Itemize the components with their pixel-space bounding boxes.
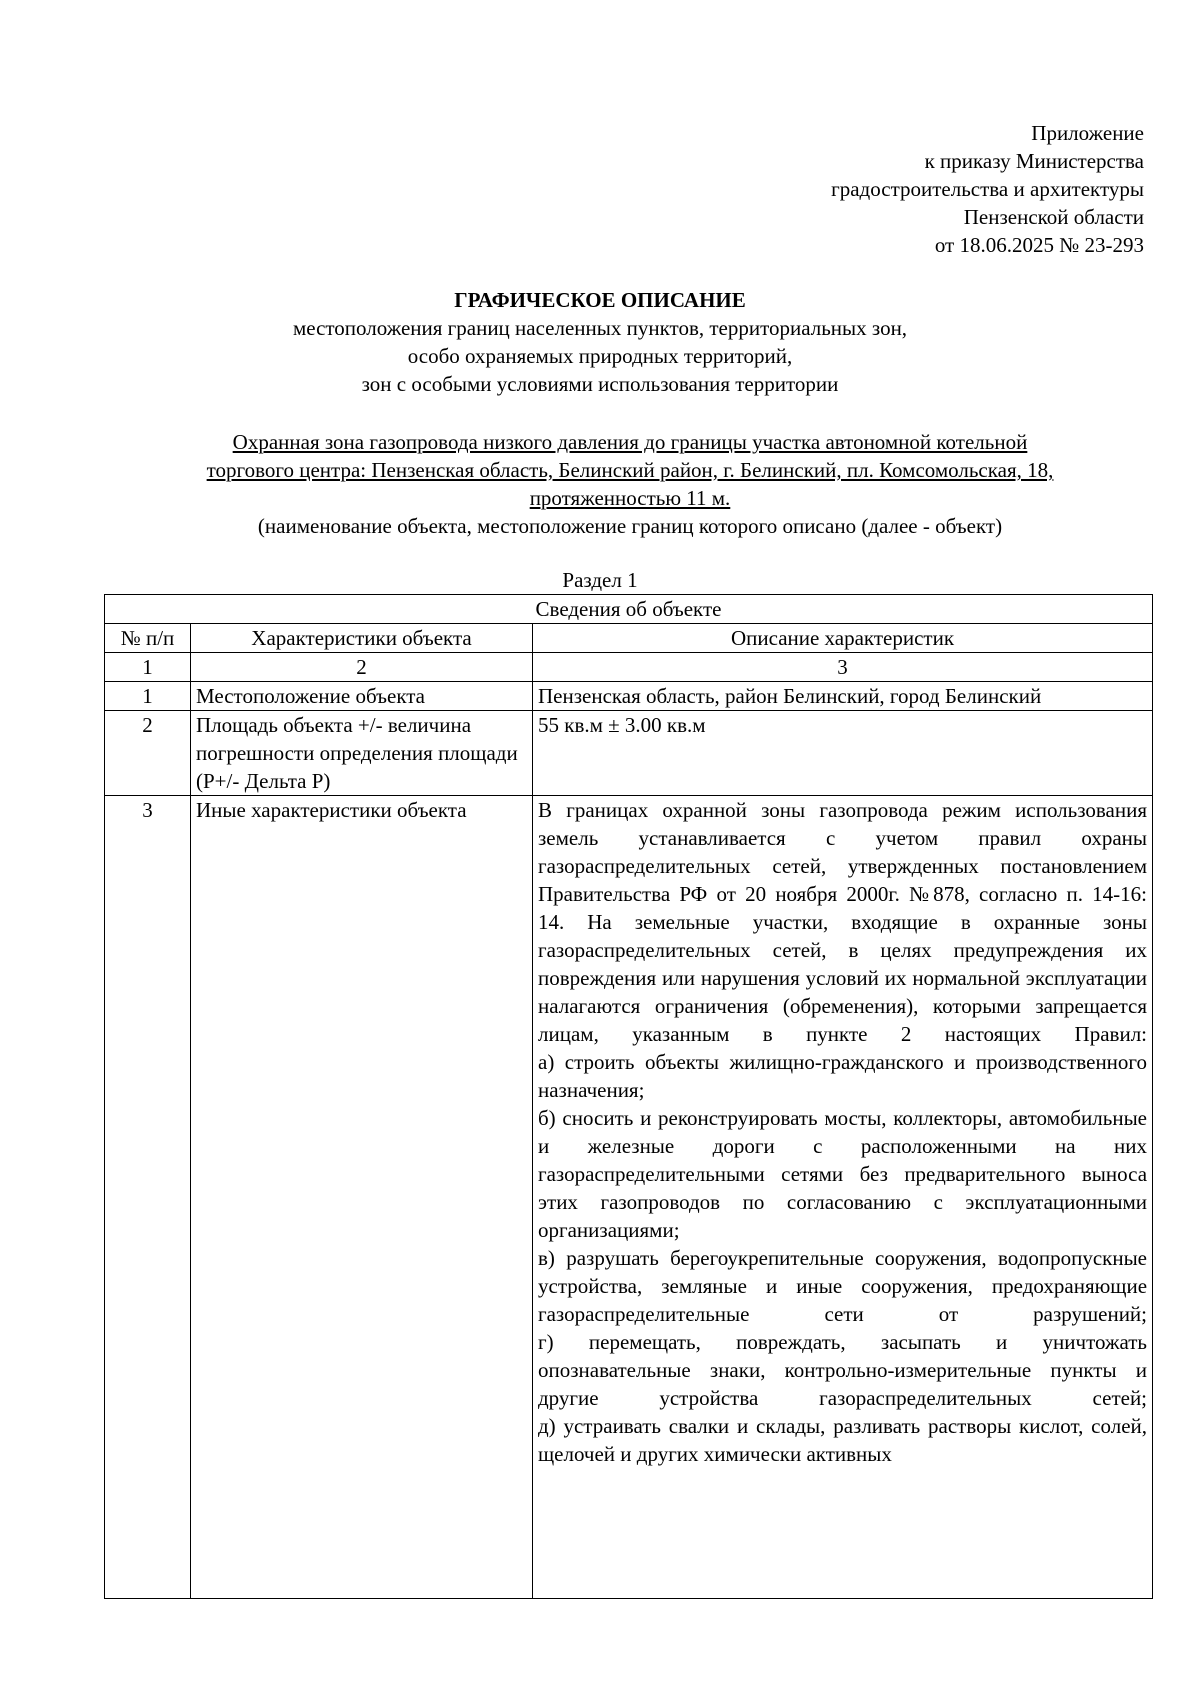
table-header-row (105, 624, 1153, 653)
document-subtitle: зон с особыми условиями использования территории (361, 372, 839, 396)
appendix-line: градостроительства и архитектуры (831, 177, 1144, 201)
table-row (105, 682, 1153, 711)
description-paragraph: г) перемещать, повреждать, засыпать и уничтожать опознавательные знаки, контрольно-измерительные пункты и другие устройства газораспределительных сетей; (538, 1330, 1148, 1410)
row-description (533, 796, 1153, 1599)
column-number: 1 (105, 653, 191, 682)
column-header: Характеристики объекта (191, 624, 533, 653)
table-row (105, 796, 1153, 1599)
object-info-table (104, 594, 1153, 1599)
appendix-block (831, 119, 1144, 259)
object-name-line: протяженностью 11 м. (529, 486, 731, 510)
table-row (105, 711, 1153, 796)
column-number: 3 (533, 653, 1153, 682)
column-number: 2 (191, 653, 533, 682)
row-characteristic: Площадь объекта +/- величина погрешности определения площади (P+/- Дельта P) (191, 711, 533, 796)
row-number: 3 (105, 796, 191, 1599)
object-caption: (наименование объекта, местоположение границ которого описано (далее - объект) (257, 514, 1003, 538)
table-title: Сведения об объекте (105, 595, 1153, 624)
description-paragraph: б) сносить и реконструировать мосты, коллекторы, автомобильные и железные дороги с расположенными на них газораспределительными сетями без предварительного выноса этих газопроводов по согласованию с эксплуатационными организациями; (538, 1106, 1148, 1242)
document-subtitle: местоположения границ населенных пунктов, территориальных зон, (292, 316, 908, 340)
description-paragraph: 14. На земельные участки, входящие в охранные зоны газораспределительных сетей, в целях предупреждения их повреждения или нарушения условий их нормальной эксплуатации налагаются ограничения (обременения), которыми запрещается лицам, указанным в пункте 2 настоящих Правил: (538, 910, 1148, 1046)
description-text (538, 796, 1147, 1598)
row-description: Пензенская область, район Белинский, город Белинский (533, 682, 1153, 711)
row-description: 55 кв.м ± 3.00 кв.м (533, 711, 1153, 796)
description-paragraph: д) устраивать свалки и склады, разливать растворы кислот, солей, щелочей и других химически активных (538, 1414, 1148, 1466)
description-paragraph: а) строить объекты жилищно-гражданского и производственного назначения; (538, 1050, 1148, 1102)
document-heading (0, 286, 1200, 398)
document-title: ГРАФИЧЕСКОЕ ОПИСАНИЕ (454, 288, 746, 312)
appendix-line: Пензенской области (963, 205, 1144, 229)
description-paragraph: в) разрушать берегоукрепительные сооружения, водопропускные устройства, земляные и иные сооружения, предохраняющие газораспределительные сети от разрушений; (538, 1246, 1148, 1326)
table-title-row (105, 595, 1153, 624)
object-name-line: торгового центра: Пензенская область, Белинский район, г. Белинский, пл. Комсомольская, 18, (206, 458, 1054, 482)
column-header: № п/п (105, 624, 191, 653)
appendix-line: к приказу Министерства (924, 149, 1144, 173)
section-label: Раздел 1 (562, 568, 638, 592)
object-name-line: Охранная зона газопровода низкого давления до границы участка автономной котельной (232, 430, 1028, 454)
document-subtitle: особо охраняемых природных территорий, (407, 344, 793, 368)
row-number: 2 (105, 711, 191, 796)
row-characteristic: Местоположение объекта (191, 682, 533, 711)
description-paragraph: В границах охранной зоны газопровода режим использования земель устанавливается с учетом правил охраны газораспределительных сетей, утвержденных постановлением Правительства РФ от 20 ноября 2000г. №878, согласно п. 14-16: (538, 798, 1148, 906)
appendix-line: Приложение (1031, 121, 1144, 145)
appendix-line: от 18.06.2025 № 23-293 (934, 233, 1144, 257)
row-characteristic: Иные характеристики объекта (191, 796, 533, 1599)
object-name-block (100, 428, 1160, 540)
row-number: 1 (105, 682, 191, 711)
column-header: Описание характеристик (533, 624, 1153, 653)
table-numbering-row (105, 653, 1153, 682)
